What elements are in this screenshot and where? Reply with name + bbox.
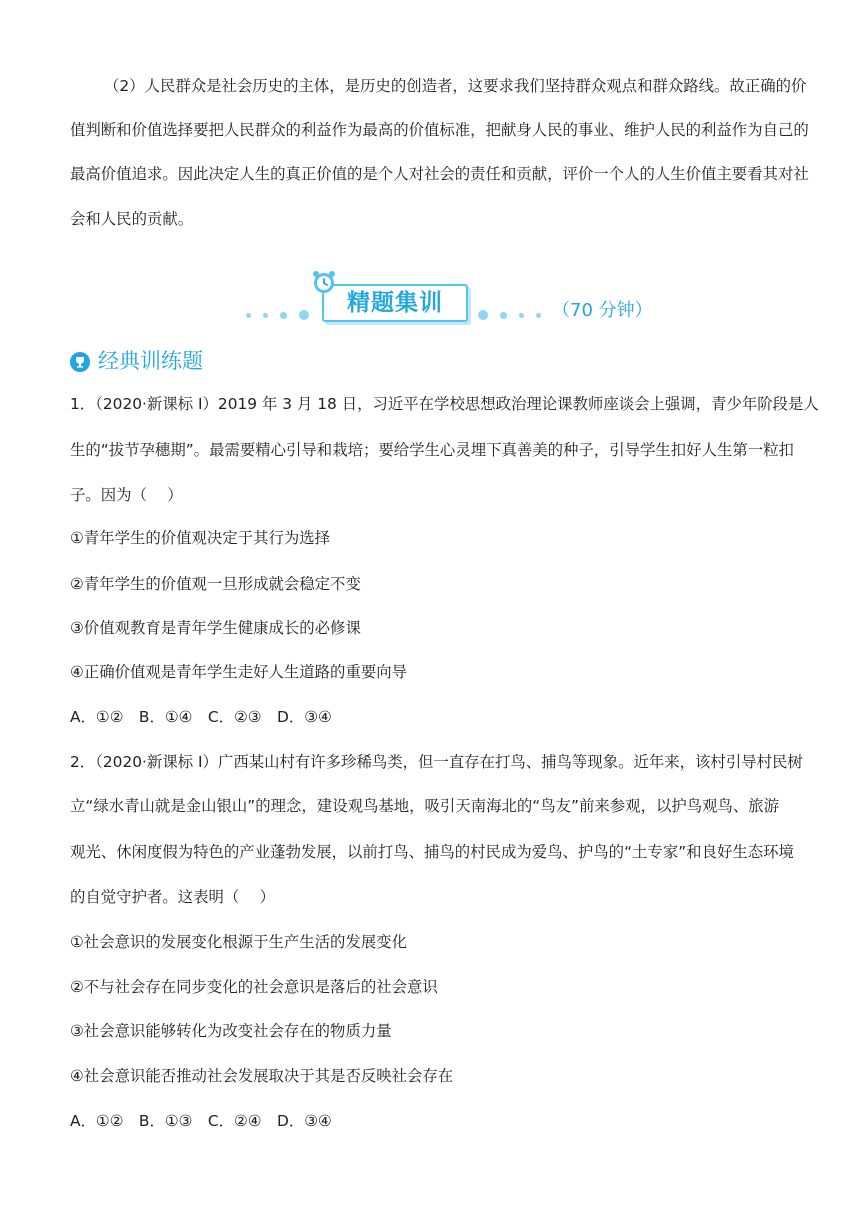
banner-dots-right (478, 310, 541, 320)
banner-box (322, 284, 468, 322)
q2-stem-line-2: 立“绿水青山就是金山银山”的理念，建设观鸟基地，吸引天南海北的“鸟友”前来参观，以护鸟观鸟、旅游 (70, 797, 780, 815)
q2-stem-line-3: 观光、休闲度假为特色的产业蓬勃发展，以前打鸟、捕鸟的村民成为爱鸟、护鸟的“土专家”和良好生态环境 (70, 843, 794, 861)
q2-option-3: ③社会意识能够转化为改变社会存在的物质力量 (70, 1022, 392, 1040)
q1-option-1: ①青年学生的价值观决定于其行为选择 (70, 529, 331, 547)
q2-option-1: ①社会意识的发展变化根源于生产生活的发展变化 (70, 933, 408, 951)
intro-line-1: （2）人民群众是社会历史的主体，是历史的创造者，这要求我们坚持群众观点和群众路线。故正确的价 (104, 77, 807, 95)
section-title: 经典训练题 (98, 349, 203, 373)
q1-answer-choices: A．①② B．①④ C．②③ D．③④ (70, 708, 332, 726)
intro-line-4: 会和人民的贡献。 (70, 210, 194, 228)
alarm-clock-icon (312, 270, 336, 294)
q2-stem-line-4: 的自觉守护者。这表明（ ） (70, 888, 275, 906)
q1-option-4: ④正确价值观是青年学生走好人生道路的重要向导 (70, 663, 408, 681)
intro-line-2: 值判断和价值选择要把人民群众的利益作为最高的价值标准，把献身人民的事业、维护人民的利益作为自己的 (70, 121, 809, 139)
q1-option-2: ②青年学生的价值观一旦形成就会稳定不变 (70, 575, 361, 593)
trophy-icon (70, 352, 90, 372)
intro-line-3: 最高价值追求。因此决定人生的真正价值的是个人对社会的责任和贡献，评价一个人的人生价值主要看其对社 (70, 165, 809, 183)
banner-dots-left (246, 310, 309, 320)
q2-option-4: ④社会意识能否推动社会发展取决于其是否反映社会存在 (70, 1067, 454, 1085)
banner-duration: （70 分钟） (552, 300, 653, 321)
q2-option-2: ②不与社会存在同步变化的社会意识是落后的社会意识 (70, 978, 438, 996)
q1-option-3: ③价值观教育是青年学生健康成长的必修课 (70, 619, 361, 637)
q2-answer-choices: A．①② B．①③ C．②④ D．③④ (70, 1112, 332, 1130)
q1-stem-line-2: 生的“拔节孕穗期”。最需要精心引导和栽培；要给学生心灵埋下真善美的种子，引导学生扣好人生第一粒扣 (70, 441, 794, 459)
banner-title: 精题集训 (347, 290, 443, 316)
q1-stem-line-3: 子。因为（ ） (70, 486, 183, 504)
q2-stem-line-1: 2．（2020·新课标 I）广西某山村有许多珍稀鸟类，但一直存在打鸟、捕鸟等现象。近年来，该村引导村民树 (70, 753, 803, 771)
q1-stem-line-1: 1．（2020·新课标 I）2019 年 3 月 18 日，习近平在学校思想政治理论课教师座谈会上强调，青少年阶段是人 (70, 395, 819, 413)
